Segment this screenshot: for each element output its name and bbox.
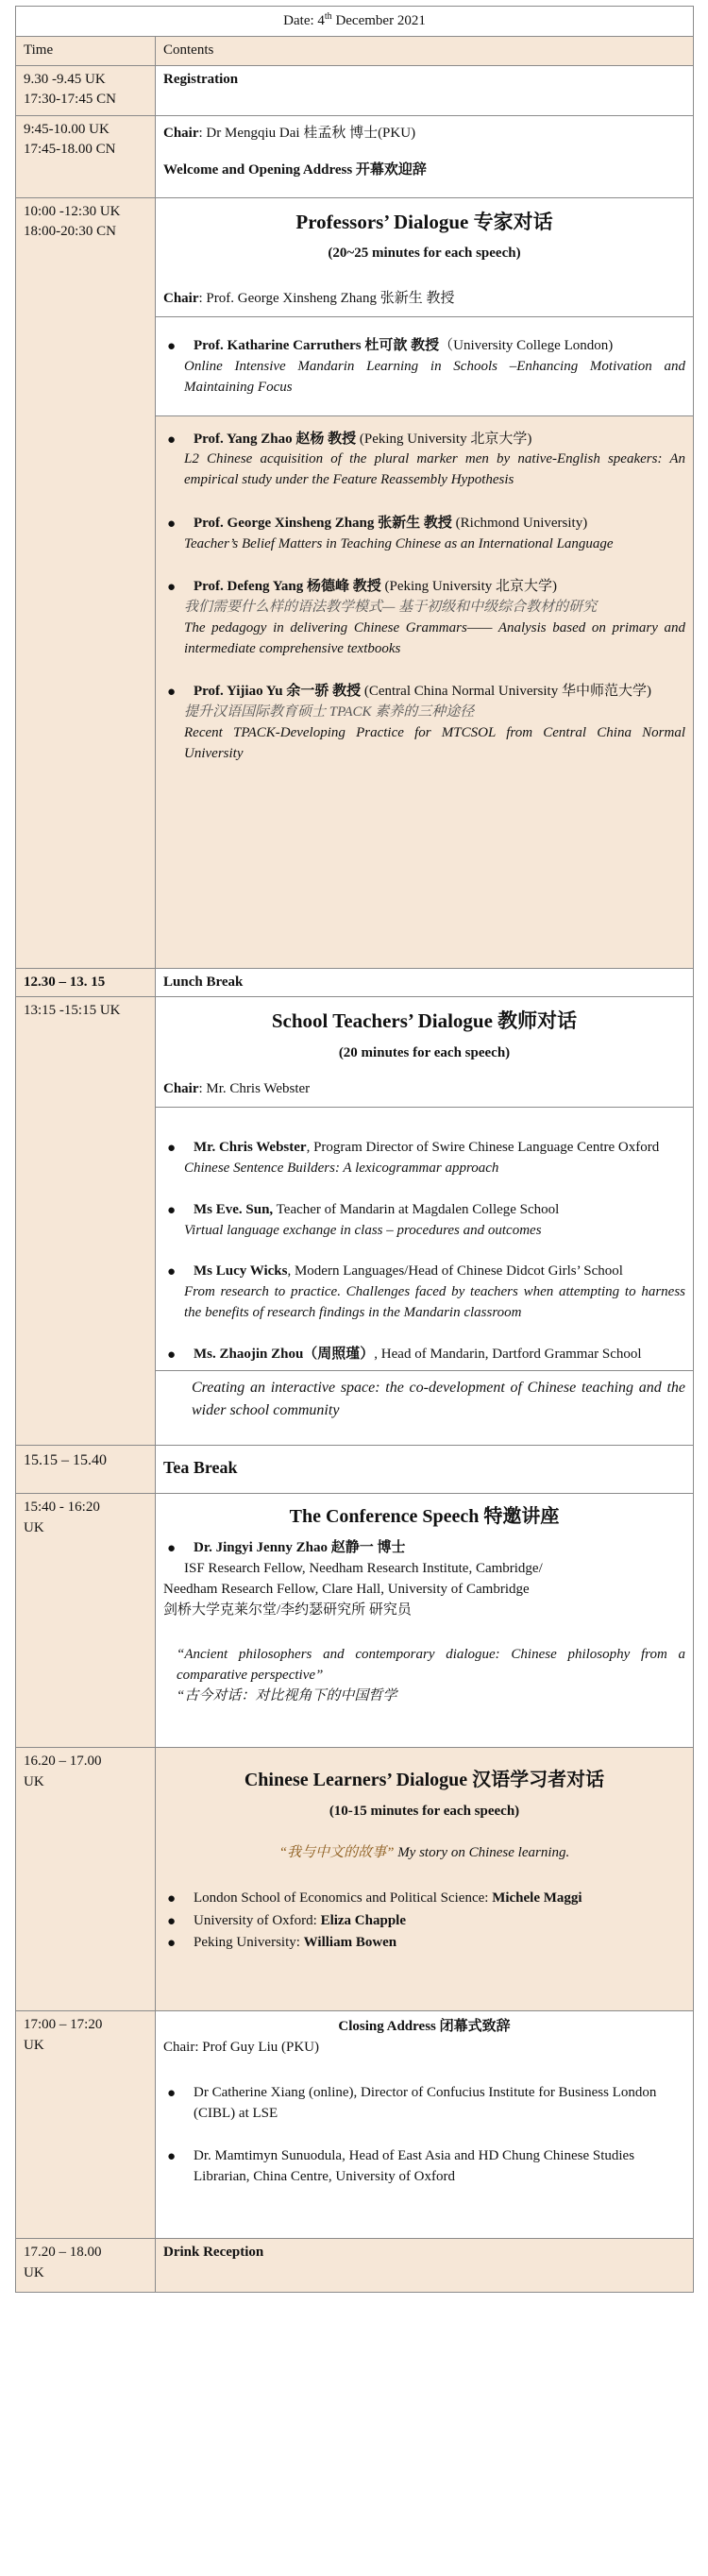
bullet-icon: ● [167, 2149, 177, 2165]
date-row [16, 7, 694, 37]
speaker-affiliation: (Peking University 北京大学) [356, 431, 532, 447]
bullet-icon: ● [167, 580, 177, 596]
professor-speaker-2 [163, 430, 685, 491]
learner-org: University of Oxford: [194, 1912, 321, 1928]
learners-row [16, 1748, 694, 2011]
bullet-icon: ● [167, 432, 177, 448]
bullet-icon: ● [167, 1913, 177, 1929]
learner-name: Michele Maggi [492, 1890, 582, 1906]
bullet-icon: ● [167, 2085, 177, 2101]
conference-speaker [163, 1538, 685, 1559]
tea-label: Tea Break [156, 1446, 694, 1494]
bullet-icon: ● [167, 339, 177, 355]
tea-row [16, 1446, 694, 1494]
speaker-talk-title: Recent TPACK-Developing Practice for MTCSOL from Central China Normal University [184, 724, 685, 761]
welcome-time: 9:45-10.00 UK 17:45-18.00 CN [16, 115, 156, 197]
welcome-address: Welcome and Opening Address 开幕欢迎辞 [163, 162, 427, 178]
speaker-affiliation: (Richmond University) [451, 515, 588, 531]
bullet-icon: ● [167, 516, 177, 532]
professors-speakers [156, 415, 694, 968]
bullet-icon: ● [167, 1264, 177, 1280]
bullet-icon: ● [167, 1936, 177, 1952]
speaker-talk-title: Teacher’s Belief Matters in Teaching Chinese as an International Language [184, 535, 614, 551]
lunch-label: Lunch Break [156, 968, 694, 997]
learners-subtitle: (10-15 minutes for each speech) [329, 1804, 520, 1820]
school-last-talk-cell [156, 1371, 694, 1446]
learner-org: London School of Economics and Political Science: [194, 1890, 493, 1906]
conference-affiliation-line-2: Needham Research Fellow, Clare Hall, University of Cambridge [163, 1581, 530, 1597]
professor-speaker-5 [163, 682, 685, 764]
bullet-icon: ● [167, 1890, 177, 1907]
speaker-affiliation: (Central China Normal University 华中师范大学) [361, 684, 651, 700]
conference-time: 15:40 - 16:20 UK [16, 1494, 156, 1748]
tea-time: 15.15 – 15.40 [16, 1446, 156, 1494]
learners-time: 16.20 – 17.00 UK [16, 1748, 156, 2011]
closing-item-1 [163, 2083, 685, 2125]
school-chair-name: : Mr. Chris Webster [198, 1080, 311, 1096]
school-title: School Teachers’ Dialogue 教师对话 [271, 1009, 578, 1033]
lunch-row [16, 968, 694, 997]
closing-time: 17:00 – 17:20 UK [16, 2011, 156, 2239]
speaker-name: Prof. George Xinsheng Zhang 张新生 教授 [194, 515, 452, 531]
reception-label: Drink Reception [156, 2239, 694, 2293]
bullet-icon: ● [167, 1202, 177, 1218]
reception-time: 17.20 – 18.00 UK [16, 2239, 156, 2293]
reception-row [16, 2239, 694, 2293]
date-suffix-sup: th [324, 11, 332, 22]
bullet-icon: ● [167, 1541, 177, 1557]
learner-item-3 [163, 1933, 685, 1954]
school-speaker-2 [163, 1200, 685, 1242]
conference-content [156, 1494, 694, 1748]
school-chair-label: Chair [163, 1080, 199, 1096]
speaker-name: Prof. Yijiao Yu 余一骄 教授 [194, 684, 362, 700]
professor-speaker-1 [163, 336, 685, 398]
school-row-1 [16, 997, 694, 1371]
learner-item-1 [163, 1889, 685, 1909]
speaker-name: Prof. Defeng Yang 杨德峰 教授 [194, 579, 381, 595]
school-time: 13:15 -15:15 UK [16, 997, 156, 1446]
learner-name: William Bowen [303, 1935, 397, 1951]
date-prefix: Date: 4 [283, 13, 325, 28]
speaker-talk-title: The pedagogy in delivering Chinese Grammars—— Analysis based on primary and intermediate comprehensive textbooks [184, 619, 685, 656]
contents-column-header: Contents [156, 36, 694, 65]
registration-time: 9.30 -9.45 UK 17:30-17:45 CN [16, 65, 156, 115]
learner-item-2 [163, 1911, 685, 1932]
professors-subtitle: (20~25 minutes for each speech) [328, 245, 521, 261]
speaker-talk-title-cn: 我们需要什么样的语法教学模式— 基于初级和中级综合教材的研究 [184, 600, 598, 616]
welcome-content [156, 115, 694, 197]
professors-time: 10:00 -12:30 UK 18:00-20:30 CN [16, 197, 156, 968]
column-header-row [16, 36, 694, 65]
professors-header [156, 197, 694, 415]
welcome-chair-name: : Dr Mengqiu Dai 桂孟秋 博士(PKU) [198, 125, 416, 141]
speaker-name: Ms. Zhaojin Zhou（周照瑾） [194, 1346, 375, 1362]
speaker-talk-title: Chinese Sentence Builders: A lexicogrammar approach [184, 1161, 499, 1177]
professors-chair-name: : Prof. George Xinsheng Zhang 张新生 教授 [198, 290, 455, 306]
bullet-icon: ● [167, 685, 177, 701]
bullet-icon: ● [167, 1347, 177, 1363]
professors-row-1 [16, 197, 694, 415]
professors-title: Professors’ Dialogue 专家对话 [295, 210, 553, 233]
agenda-table [15, 6, 694, 2293]
welcome-row [16, 115, 694, 197]
speaker-affiliation: , Program Director of Swire Chinese Language Centre Oxford [306, 1140, 660, 1156]
speaker-affiliation: , Head of Mandarin, Dartford Grammar School [374, 1346, 642, 1362]
conference-affiliation-line-3: 剑桥大学克莱尔堂/李约瑟研究所 研究员 [163, 1602, 412, 1618]
speaker-talk-title: From research to practice. Challenges faced by teachers when attempting to harness the benefits of research findings in the Mandarin classroom [184, 1284, 685, 1320]
conference-quote-cn: “古今对话：对比视角下的中国哲学 [177, 1687, 397, 1703]
bullet-icon: ● [167, 1141, 177, 1157]
registration-row [16, 65, 694, 115]
closing-speaker: Dr. Mamtimyn Sunuodula, Head of East Asia and HD Chung Chinese Studies Librarian, China Centre, University of Oxford [194, 2148, 635, 2185]
school-speaker-1 [163, 1138, 685, 1179]
speaker-name: Prof. Katharine Carruthers 杜可歆 教授 [194, 338, 440, 354]
professor-speaker-3 [163, 514, 685, 555]
conference-quote-en: “Ancient philosophers and contemporary dialogue: Chinese philosophy from a comparative perspective” [177, 1647, 685, 1684]
learners-story [163, 1843, 685, 1864]
learners-story-cn: “我与中文的故事” [278, 1845, 395, 1861]
learners-title: Chinese Learners’ Dialogue 汉语学习者对话 [244, 1770, 605, 1791]
conference-title: The Conference Speech 特邀讲座 [289, 1506, 560, 1528]
closing-content [156, 2011, 694, 2239]
school-subtitle: (20 minutes for each speech) [338, 1044, 511, 1060]
professors-chair-label: Chair [163, 290, 199, 306]
speaker-name: Dr. Jingyi Jenny Zhao 赵静一 博士 [194, 1540, 406, 1556]
date-title [16, 7, 694, 37]
professor-speaker-4 [163, 577, 685, 659]
speaker-name: Ms Lucy Wicks [194, 1263, 288, 1280]
speaker-talk-title: Online Intensive Mandarin Learning in Schools –Enhancing Motivation and Maintaining Focus [184, 359, 685, 395]
time-column-header: Time [16, 36, 156, 65]
speaker-affiliation: (Peking University 北京大学) [380, 579, 557, 595]
lunch-time: 12.30 – 13. 15 [16, 968, 156, 997]
school-header [156, 997, 694, 1371]
speaker-affiliation: （University College London) [439, 338, 614, 354]
speaker-talk-title: L2 Chinese acquisition of the plural marker men by native-English speakers: An empirical study under the Feature Reassembly Hypothesis [184, 451, 685, 488]
speaker-name: Mr. Chris Webster [194, 1140, 307, 1156]
speaker-talk-title: Virtual language exchange in class – procedures and outcomes [184, 1222, 542, 1238]
welcome-chair-label: Chair [163, 125, 199, 141]
school-last-talk: Creating an interactive space: the co-development of Chinese teaching and the wider school community [192, 1380, 685, 1418]
learner-org: Peking University: [194, 1935, 304, 1951]
speaker-affiliation: Teacher of Mandarin at Magdalen College School [273, 1201, 560, 1217]
school-speaker-3 [163, 1262, 685, 1323]
school-speaker-4 [163, 1345, 685, 1365]
closing-row [16, 2011, 694, 2239]
learners-story-en: My story on Chinese learning. [394, 1845, 570, 1861]
closing-title: Closing Address 闭幕式致辞 [338, 2019, 511, 2035]
closing-chair: Chair: Prof Guy Liu (PKU) [163, 2040, 319, 2056]
conference-affiliation-line-1: ISF Research Fellow, Needham Research Institute, Cambridge/ [184, 1561, 543, 1577]
speaker-name: Prof. Yang Zhao 赵杨 教授 [194, 431, 357, 447]
date-suffix: December 2021 [331, 13, 426, 28]
speaker-talk-title-cn: 提升汉语国际教育硕士 TPACK 素养的三种途径 [184, 704, 475, 720]
learners-content [156, 1748, 694, 2011]
learner-name: Eliza Chapple [320, 1912, 406, 1928]
closing-item-2 [163, 2146, 685, 2188]
conference-row [16, 1494, 694, 1748]
speaker-affiliation: , Modern Languages/Head of Chinese Didcot Girls’ School [287, 1263, 623, 1280]
speaker-name: Ms Eve. Sun, [194, 1201, 274, 1217]
closing-speaker: Dr Catherine Xiang (online), Director of Confucius Institute for Business London (CIBL) at LSE [194, 2084, 657, 2121]
registration-label: Registration [156, 65, 694, 115]
